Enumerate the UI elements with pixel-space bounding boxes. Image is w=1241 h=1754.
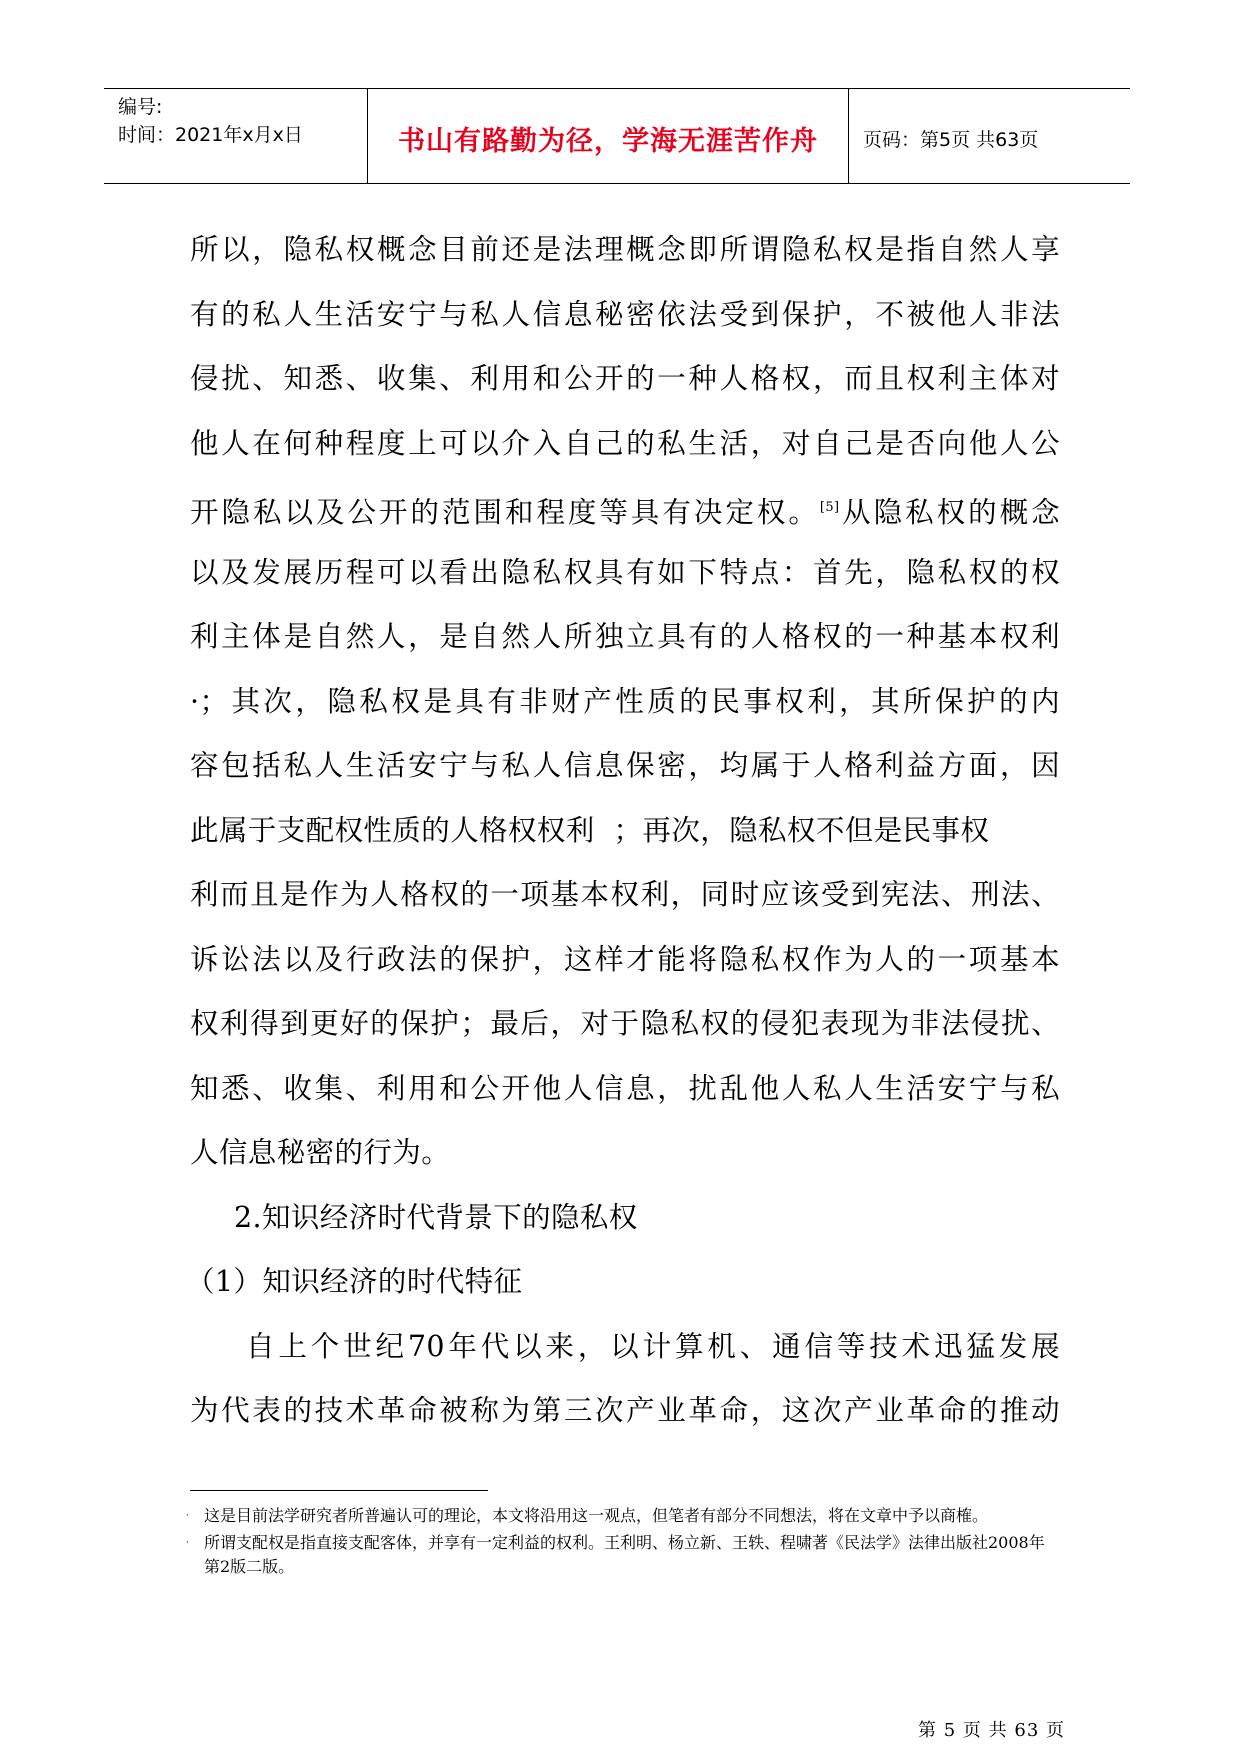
- header-motto: 书山有路勤为径，学海无涯苦作舟: [398, 125, 818, 157]
- section-heading: 2.知识经济时代背景下的隐私权: [234, 1200, 638, 1234]
- body-line-part: 从隐私权的概念: [839, 496, 1060, 529]
- subsection-heading: （1）知识经济的时代特征: [186, 1265, 523, 1298]
- body-line: 自上个世纪70年代以来，以计算机、通信等技术迅猛发展: [246, 1329, 1060, 1363]
- body-line: 侵扰、知悉、收集、利用和公开的一种人格权，而且权利主体对: [190, 362, 1060, 395]
- body-line: 利而且是作为人格权的一项基本权利，同时应该受到宪法、刑法、: [190, 878, 1060, 911]
- body-line: 为代表的技术革命被称为第三次产业革命，这次产业革命的推动: [190, 1394, 1060, 1427]
- body-line-part: 开隐私以及公开的范围和程度等具有决定权。: [190, 496, 820, 529]
- footnote-separator: [190, 1490, 488, 1491]
- body-line: 知悉、收集、利用和公开他人信息，扰乱他人私人生活安宁与私: [190, 1071, 1060, 1105]
- page-footer-number: 第 5 页 共 63 页: [918, 1720, 1065, 1741]
- body-line: 利主体是自然人，是自然人所独立具有的人格权的一种基本权利: [190, 620, 1060, 653]
- footnote-text: 所谓支配权是指直接支配客体，并享有一定利益的权利。王利明、杨立新、王轶、程啸著《民法学》法律出版社2008年第2版二版。: [204, 1533, 1045, 1576]
- body-line: 诉讼法以及行政法的保护，这样才能将隐私权作为人的一项基本: [190, 942, 1060, 976]
- document-header: [104, 88, 1130, 184]
- body-line: 人信息秘密的行为。: [190, 1136, 451, 1169]
- body-text: [186, 218, 1060, 1444]
- body-line: 此属于支配权性质的人格权权利 ；再次，隐私权不但是民事权: [190, 813, 990, 847]
- footnote-marker: ·: [186, 1538, 189, 1548]
- footnote: [186, 1504, 1060, 1528]
- time-label: 时间：2021年x月x日: [118, 124, 303, 146]
- body-line: ·；其次，隐私权是具有非财产性质的民事权利，其所保护的内: [190, 684, 1060, 718]
- body-line-with-citation: [190, 476, 1060, 541]
- body-line: 权利得到更好的保护；最后，对于隐私权的侵犯表现为非法侵扰、: [190, 1007, 1060, 1040]
- body-line: 容包括私人生活安宁与私人信息保密，均属于人格利益方面，因: [190, 749, 1060, 782]
- header-meta-cell: [104, 89, 367, 183]
- footnote-text: 这是目前法学研究者所普遍认可的理论，本文将沿用这一观点，但笔者有部分不同想法，将在文章中予以商榷。: [204, 1506, 989, 1525]
- body-line: 以及发展历程可以看出隐私权具有如下特点：首先，隐私权的权: [190, 555, 1060, 589]
- citation-marker: [5]: [819, 500, 840, 515]
- header-page-number: 页码：第5页 共63页: [863, 128, 1039, 151]
- body-line: 所以，隐私权概念目前还是法理概念即所谓隐私权是指自然人享: [190, 233, 1060, 266]
- serial-number-label: 编号:: [118, 96, 163, 118]
- body-line: 有的私人生活安宁与私人信息秘密依法受到保护，不被他人非法: [190, 297, 1060, 331]
- footnotes: [186, 1504, 1060, 1582]
- footnote: [186, 1531, 1060, 1579]
- footnote-marker: ·: [186, 1511, 189, 1521]
- header-page-cell: [849, 89, 1130, 183]
- body-line: 他人在何种程度上可以介入自己的私生活，对自己是否向他人公: [190, 426, 1060, 460]
- header-motto-cell: [367, 89, 849, 183]
